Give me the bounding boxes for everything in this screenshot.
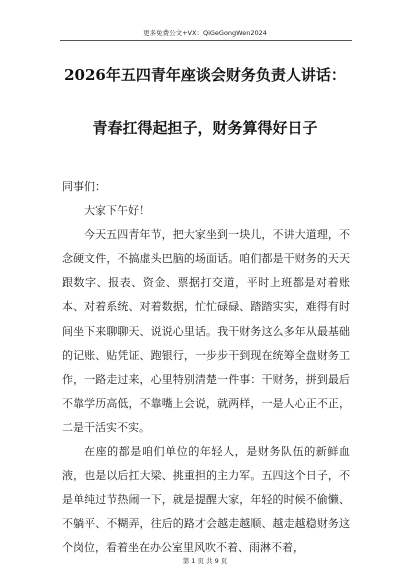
salutation: 同事们： [62, 180, 106, 193]
paragraph-intro: 今天五四青年节，把大家坐到一块儿，不讲大道理，不念硬文件，不搞虚头巴脑的场面话。咱们都是干财务的天天跟数字、报表、资金、票据打交道，平时上班都是对着账本、对着系统、对着数据，忙忙碌碌、踏踏实实，难得有时间坐下来聊聊天、说说心里话。我干财务这么多年从最基础的记账、贴凭证、跑银行，一步步干到现在统筹全盘财务工作，一路走过来，心里特别清楚一件事：干财务，拼到最后不靠学历高低，不靠嘴上会说，就两样，一是人心正不正，二是干活实不实。 [62, 228, 350, 434]
document-subtitle: 青春扛得起担子，财务算得好日子 [92, 119, 318, 137]
paragraph-greeting: 大家下午好！ [84, 204, 150, 218]
header-divider [60, 40, 352, 41]
document-body [62, 175, 350, 561]
page-header: 更多免费公文+VX：QiGeGongWen2024 [143, 29, 267, 37]
document-title: 2026年五四青年座谈会财务负责人讲话： [64, 66, 346, 84]
page-number: 第 1 页 共 9 页 [182, 557, 228, 565]
paragraph-youth: 在座的都是咱们单位的年轻人，是财务队伍的新鲜血液，也是以后扛大梁、挑重担的主力军。五四这个日子，不是单纯过节热闹一下，就是提醒大家，年轻的时候不偷懒、不躺平、不糊弄，往后的路才会越走越顺、越走越稳财务这个岗位，看着坐在办公室里风吹不着、雨淋不着， [62, 445, 350, 555]
